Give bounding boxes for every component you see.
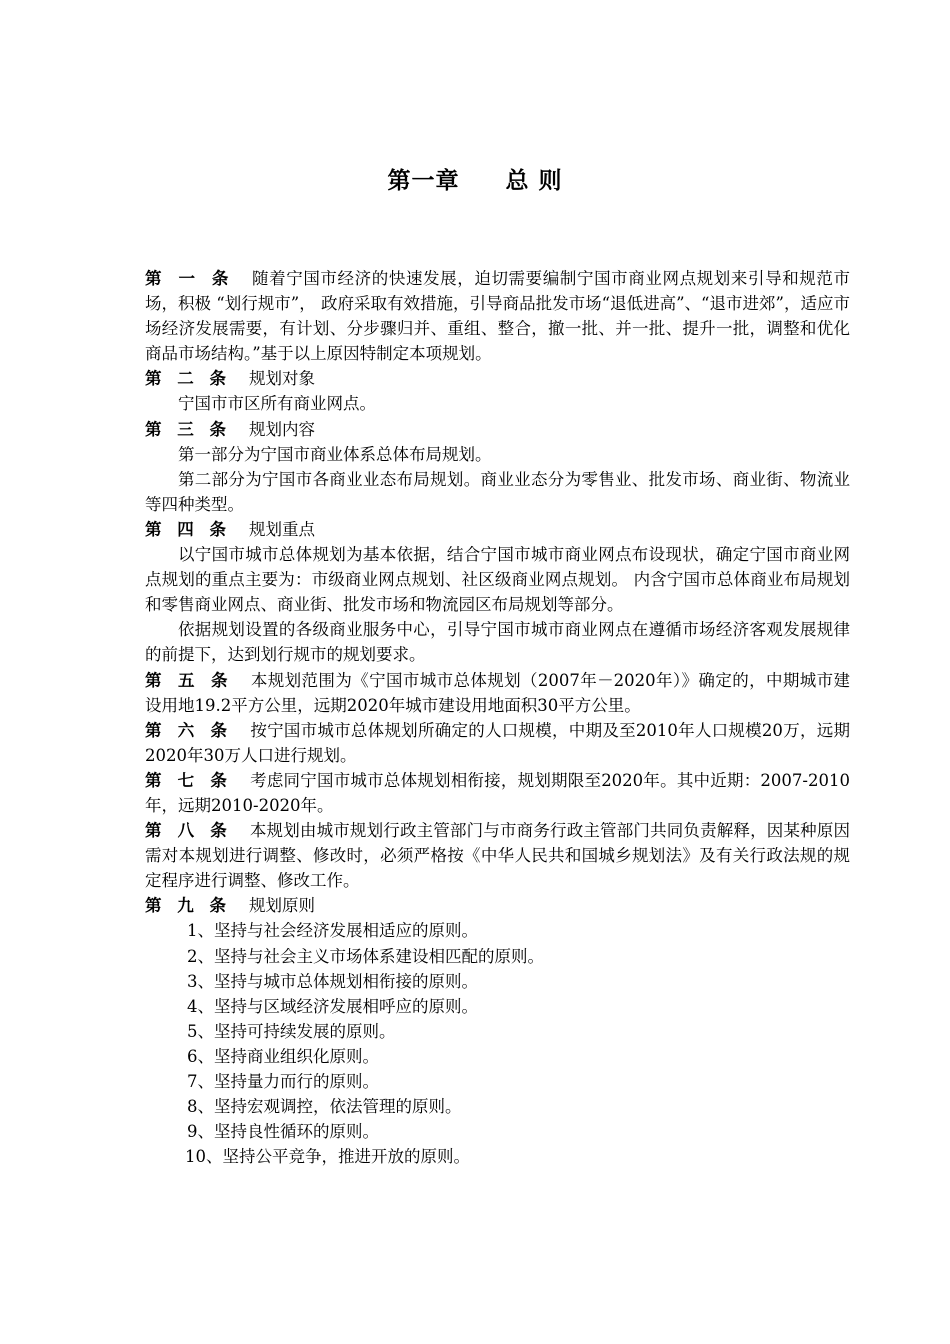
article-label: 第 七 条 <box>145 770 233 790</box>
chapter-number: 第一章 <box>387 168 460 194</box>
article-label: 第 六 条 <box>145 720 233 740</box>
principle-item: 4、坚持与区域经济发展相呼应的原则。 <box>187 996 478 1016</box>
article-6 <box>145 718 850 768</box>
article-2 <box>145 366 850 391</box>
article-heading: 规划内容 <box>249 419 315 439</box>
document-body <box>145 266 850 1169</box>
article-heading: 规划对象 <box>249 369 315 389</box>
article-heading: 规划原则 <box>249 896 315 916</box>
principle-item: 5、坚持可持续发展的原则。 <box>187 1021 396 1041</box>
article-8 <box>145 818 850 893</box>
article-paragraph: 第二部分为宁国市各商业业态布局规划。商业业态分为零售业、批发市场、商业街、物流业等四种类型。 <box>145 469 850 514</box>
article-label: 第 一 条 <box>145 269 235 288</box>
principle-item: 9、坚持良性循环的原则。 <box>187 1122 379 1142</box>
article-text: 本规划范围为《宁国市城市总体规划（2007年－2020年）》确定的，中期城市建设用地19.2平方公里，远期2020年城市建设用地面积30平方公里。 <box>145 670 850 715</box>
article-4 <box>145 517 850 542</box>
article-label: 第 五 条 <box>145 670 233 690</box>
article-label: 第 三 条 <box>145 419 231 439</box>
principle-item: 3、坚持与城市总体规划相衔接的原则。 <box>187 971 478 991</box>
chapter-title <box>0 162 950 195</box>
article-paragraph: 以宁国市城市总体规划为基本依据，结合宁国市城市商业网点布设现状，确定宁国市商业网点规划的重点主要为：市级商业网点规划、社区级商业网点规划。 内含宁国市总体商业布局规划和零售商业网点、商业街、批发市场和物流园区布局规划等部分。 <box>145 545 850 615</box>
article-label: 第 九 条 <box>145 896 231 916</box>
article-1 <box>145 266 850 366</box>
article-text: 随着宁国市经济的快速发展，迫切需要编制宁国市商业网点规划来引导和规范市场，积极 “划行规市”， 政府采取有效措施，引导商品批发市场“退低进高”、“退市进郊”，适应市场经济发展需要，有计划、分步骤归并、重组、整合，撤一批、并一批、提升一批，调整和优化商品市场结构。”基于以上原因特制定本项规划。 <box>145 269 851 364</box>
article-label: 第 二 条 <box>145 369 231 389</box>
article-3 <box>145 417 850 442</box>
article-paragraph: 第一部分为宁国市商业体系总体布局规划。 <box>178 444 492 464</box>
principle-item: 7、坚持量力而行的原则。 <box>187 1072 379 1091</box>
article-label: 第 八 条 <box>145 821 232 841</box>
article-text: 考虑同宁国市城市总体规划相衔接，规划期限至2020年。其中近期：2007-2010年，远期2010-2020年。 <box>145 770 850 815</box>
article-text: 按宁国市城市总体规划所确定的人口规模，中期及至2010年人口规模20万，远期2020年30万人口进行规划。 <box>145 720 850 765</box>
article-5 <box>145 668 850 718</box>
article-paragraph: 依据规划设置的各级商业服务中心，引导宁国市城市商业网点在遵循市场经济客观发展规律的前提下，达到划行规市的规划要求。 <box>145 620 850 665</box>
article-label: 第 四 条 <box>145 519 231 539</box>
principle-item: 10、坚持公平竞争，推进开放的原则。 <box>185 1147 470 1167</box>
principle-item: 1、坚持与社会经济发展相适应的原则。 <box>187 921 478 941</box>
chapter-name: 总 则 <box>505 168 563 194</box>
article-7 <box>145 768 850 818</box>
article-heading: 规划重点 <box>249 519 315 539</box>
principle-item: 8、坚持宏观调控，依法管理的原则。 <box>187 1097 462 1117</box>
principle-item: 6、坚持商业组织化原则。 <box>187 1046 379 1066</box>
article-paragraph: 宁国市市区所有商业网点。 <box>178 394 376 414</box>
article-9 <box>145 893 850 918</box>
article-text: 本规划由城市规划行政主管部门与市商务行政主管部门共同负责解释，因某种原因需对本规划进行调整、修改时，必须严格按《中华人民共和国城乡规划法》及有关行政法规的规定程序进行调整、修改工作。 <box>145 821 851 891</box>
principle-item: 2、坚持与社会主义市场体系建设相匹配的原则。 <box>187 946 544 966</box>
